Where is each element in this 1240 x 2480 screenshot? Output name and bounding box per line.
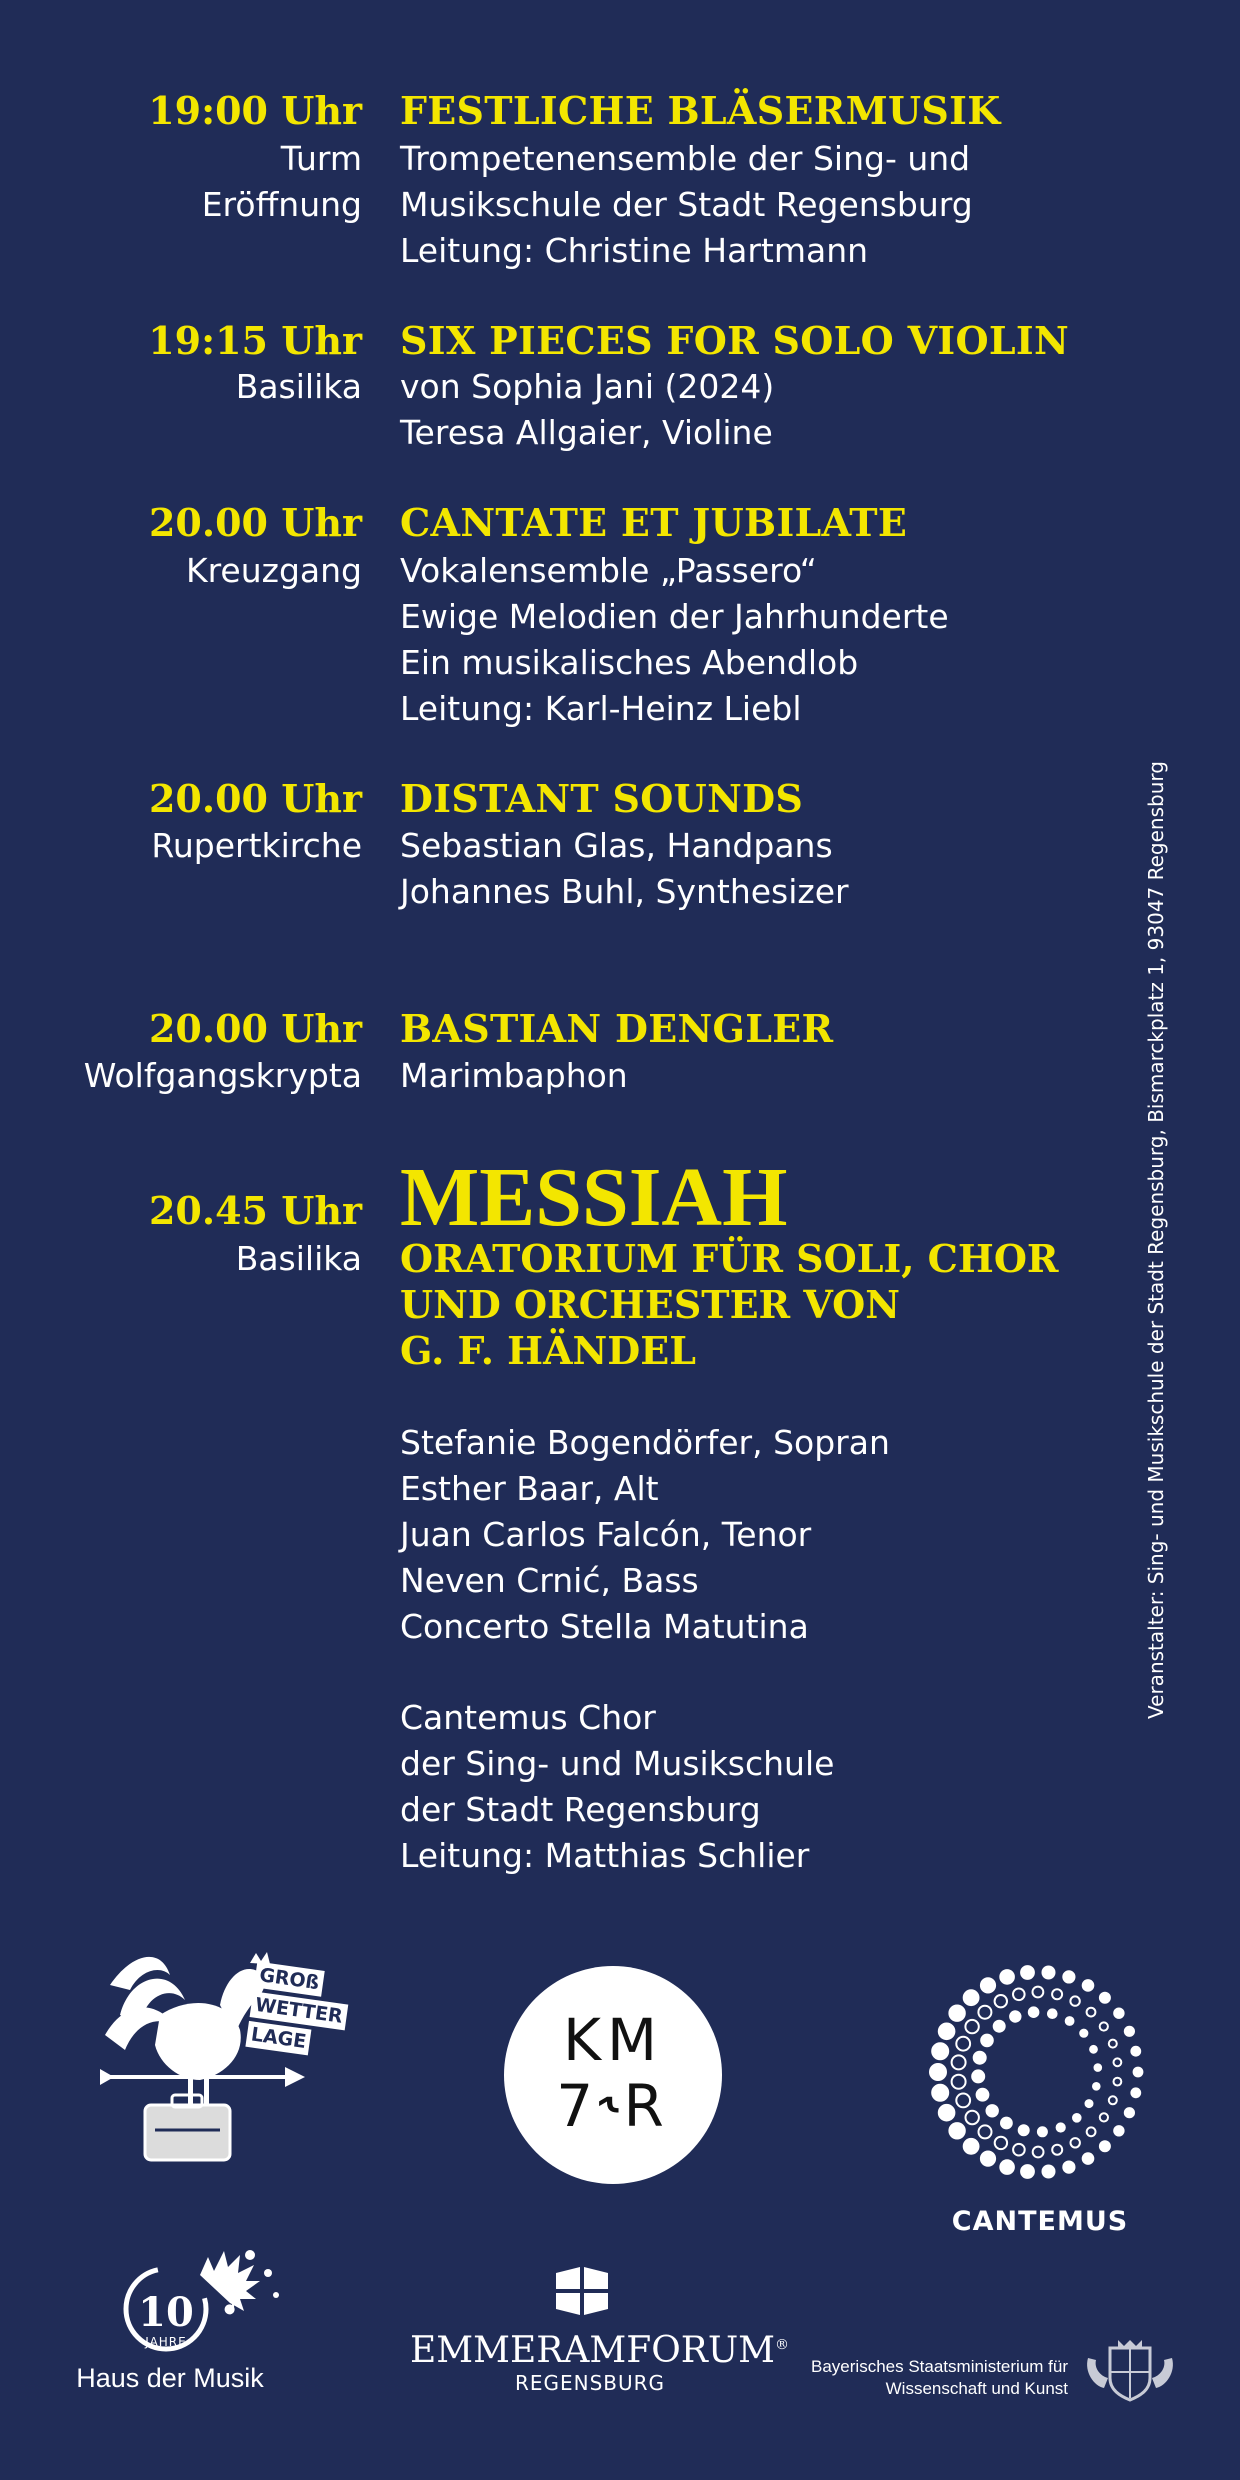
ring-dot [1010, 2011, 1020, 2021]
event-2-title: SIX PIECES FOR SOLO VIOLIN [400, 318, 1069, 363]
ring-dot [1131, 2047, 1140, 2056]
anniversary-jahre: JAHRE [145, 2335, 187, 2349]
event-1-details [400, 136, 973, 274]
ring-dot [1109, 2096, 1117, 2104]
badge-word: LAGE [245, 2021, 311, 2056]
event-4-title: DISTANT SOUNDS [400, 776, 804, 821]
ring-dot [1087, 2127, 1096, 2136]
ministry-logo [780, 2330, 1200, 2410]
grosswetterlage-logo [100, 1945, 344, 2165]
ring-dot [952, 2055, 966, 2069]
event-2-details [400, 364, 774, 456]
detail-line: Sebastian Glas, Handpans [400, 826, 833, 865]
detail-line: Ein musikalisches Abendlob [400, 643, 859, 682]
ring-dot [1090, 2046, 1097, 2053]
ring-dot [981, 2035, 993, 2047]
ring-dot [949, 2123, 964, 2138]
event-5-details [400, 1053, 628, 1099]
detail-line: Marimbaphon [400, 1056, 628, 1095]
ring-dot [1013, 1989, 1025, 2001]
ring-dot [1114, 2058, 1122, 2066]
ring-dot [1070, 1996, 1079, 2005]
ring-dot [1038, 2127, 1047, 2136]
ring-dot [1114, 2126, 1123, 2135]
ring-dot [1029, 2007, 1039, 2017]
kmfr-top-text: KM [562, 2006, 664, 2074]
cantemus-ring-icon [920, 1960, 1160, 2190]
event-2-venue: Basilika [235, 367, 362, 406]
ring-dot [1125, 2108, 1134, 2117]
ring-dot [1033, 1987, 1044, 1998]
event-1-title: FESTLICHE BLÄSERMUSIK [400, 88, 1001, 133]
ring-dot [1063, 2162, 1074, 2173]
event-3-details [400, 548, 949, 732]
grosswetterlage-badge [243, 1962, 342, 2073]
anniversary-number: 10 [138, 2289, 194, 2336]
ring-dot [1071, 2138, 1080, 2147]
kmfr-logo [504, 1966, 722, 2184]
emmeram-forum-city: REGENSBURG [514, 2371, 666, 2395]
ring-dot [1001, 2118, 1012, 2129]
ring-dot [1057, 2123, 1065, 2131]
event-3-title: CANTATE ET JUBILATE [400, 500, 908, 545]
ring-dot [1021, 2165, 1034, 2178]
detail-line: Leitung: Karl-Heinz Liebl [400, 689, 802, 728]
ring-dot [966, 2111, 979, 2124]
ring-dot [1086, 2100, 1093, 2107]
detail-line: Trompetenensemble der Sing- und [400, 139, 971, 178]
ring-dot [1083, 2153, 1094, 2164]
event-2-time: 19:15 Uhr [148, 318, 362, 363]
ring-dot [1100, 1993, 1110, 2003]
event-4-time: 20.00 Uhr [148, 776, 362, 821]
detail-line: Teresa Allgaier, Violine [400, 413, 773, 452]
choir-line: Leitung: Matthias Schlier [400, 1836, 810, 1875]
detail-line: von Sophia Jani (2024) [400, 367, 775, 406]
ring-dot [932, 2043, 948, 2059]
badge-word: GROß [254, 1962, 325, 1997]
badge-word: WETTER [250, 1991, 349, 2030]
ring-dot [1131, 2088, 1140, 2097]
ring-dot [1093, 2083, 1100, 2090]
subtitle-line: ORATORIUM FÜR SOLI, CHOR [400, 1236, 1059, 1281]
soloist-line: Neven Crnić, Bass [400, 1561, 699, 1600]
choir-line: der Sing- und Musikschule [400, 1744, 835, 1783]
ring-dot [1095, 2064, 1102, 2071]
headliner-subtitle [400, 1236, 1100, 1374]
ring-dot [1063, 1971, 1074, 1982]
ring-dot [972, 2070, 984, 2082]
emmeram-emblem-icon [552, 2265, 612, 2317]
headliner-soloists [400, 1420, 890, 1650]
ring-dot [1100, 2113, 1108, 2121]
emmeram-forum-name: EMMERAMFORUM [410, 2330, 776, 2371]
ring-dot [1114, 2078, 1122, 2086]
ring-dot [1043, 2166, 1055, 2178]
ring-dot [956, 2037, 970, 2051]
event-3-time: 20.00 Uhr [148, 500, 362, 545]
ring-dot [981, 2152, 995, 2166]
kmfr-bottom-text: 7˞R [556, 2072, 670, 2140]
subtitle-line: UND ORCHESTER VON [400, 1282, 900, 1327]
ring-dot [952, 2075, 966, 2089]
ring-dot [1125, 2027, 1134, 2036]
detail-line: Vokalensemble „Passero“ [400, 551, 817, 590]
ring-dot [1087, 2008, 1096, 2017]
ring-dot [981, 1978, 995, 1992]
ring-dot [1066, 2017, 1074, 2025]
ring-dot [956, 2094, 970, 2108]
subtitle-line: G. F. HÄNDEL [400, 1328, 696, 1373]
ring-dot [974, 2052, 986, 2064]
ring-dot [1013, 2144, 1025, 2156]
ring-dot [995, 1995, 1007, 2007]
ring-dot [1109, 2040, 1117, 2048]
soloist-line: Stefanie Bogendörfer, Sopran [400, 1423, 890, 1462]
haus-der-musik-logo [70, 2235, 310, 2405]
bavarian-coat-of-arms-icon [1080, 2338, 1180, 2404]
headliner-time: 20.45 Uhr [148, 1188, 362, 1233]
ring-dot [995, 2137, 1007, 2149]
event-3-venue: Kreuzgang [185, 551, 362, 590]
ring-dot [939, 2105, 955, 2121]
ring-dot [1048, 2009, 1057, 2018]
ring-dot [1100, 2022, 1108, 2030]
ring-dot [964, 2139, 979, 2154]
ring-dot [965, 2020, 978, 2033]
ring-dot [987, 2105, 998, 2116]
ring-dot [939, 2024, 955, 2040]
event-1-time: 19:00 Uhr [148, 88, 362, 133]
ring-dot [1052, 2145, 1062, 2155]
soloist-line: Esther Baar, Alt [400, 1469, 659, 1508]
ring-dot [1073, 2114, 1081, 2122]
cantemus-logo [920, 1960, 1160, 2250]
ministry-text [811, 2356, 1068, 2400]
ring-dot [1052, 1989, 1062, 1999]
detail-line: Ewige Melodien der Jahrhunderte [400, 597, 949, 636]
ring-dot [932, 2085, 948, 2101]
detail-line: Leitung: Christine Hartmann [400, 231, 869, 270]
ring-dot [1033, 2147, 1044, 2158]
ring-dot [978, 2006, 991, 2019]
ring-dot [1019, 2125, 1029, 2135]
ring-dot [1000, 1970, 1014, 1984]
soloist-line: Juan Carlos Falcón, Tenor [400, 1515, 812, 1554]
emmeram-forum-logo [410, 2265, 790, 2405]
cantemus-label: CANTEMUS [951, 2206, 1129, 2237]
ring-dot [1043, 1967, 1055, 1979]
ring-dot [930, 2064, 946, 2080]
event-5-time: 20.00 Uhr [148, 1006, 362, 1051]
event-4-venue: Rupertkirche [151, 826, 362, 865]
headliner-title: MESSIAH [400, 1151, 788, 1244]
registered-mark: ® [775, 2337, 790, 2353]
ring-dot [1114, 2009, 1123, 2018]
choir-line: der Stadt Regensburg [400, 1790, 761, 1829]
event-1-venue: Turm [280, 139, 362, 178]
ring-dot [1134, 2068, 1143, 2077]
event-5-venue: Wolfgangskrypta [83, 1056, 362, 1095]
detail-line: Johannes Buhl, Synthesizer [400, 872, 849, 911]
ministry-line: Wissenschaft und Kunst [885, 2379, 1068, 2398]
detail-line: Musikschule der Stadt Regensburg [400, 185, 973, 224]
ring-dot [977, 2089, 989, 2101]
soloist-line: Concerto Stella Matutina [400, 1607, 809, 1646]
headliner-choir [400, 1695, 834, 1879]
ring-dot [949, 2006, 964, 2021]
event-1-venue-note: Eröffnung [201, 185, 362, 224]
haus-der-musik-label: Haus der Musik [76, 2363, 264, 2393]
ring-dot [994, 2021, 1005, 2032]
ring-dot [1021, 1966, 1034, 1979]
ring-dot [1083, 1980, 1094, 1991]
ministry-line: Bayerisches Staatsministerium für [811, 2357, 1068, 2376]
emmeram-forum-title [410, 2325, 790, 2371]
event-5-title: BASTIAN DENGLER [400, 1006, 834, 1051]
choir-line: Cantemus Chor [400, 1698, 656, 1737]
ring-dot [1000, 2160, 1014, 2174]
ring-dot [979, 2125, 992, 2138]
organizer-note: Veranstalter: Sing- und Musikschule der Stadt Regensburg, Bismarckplatz 1, 93047 Regensburg [1144, 761, 1168, 1719]
ring-dot [1100, 2141, 1110, 2151]
ring-dot [1080, 2030, 1087, 2037]
ring-dot [964, 1990, 979, 2005]
event-4-details [400, 823, 849, 915]
headliner-venue: Basilika [235, 1239, 362, 1278]
